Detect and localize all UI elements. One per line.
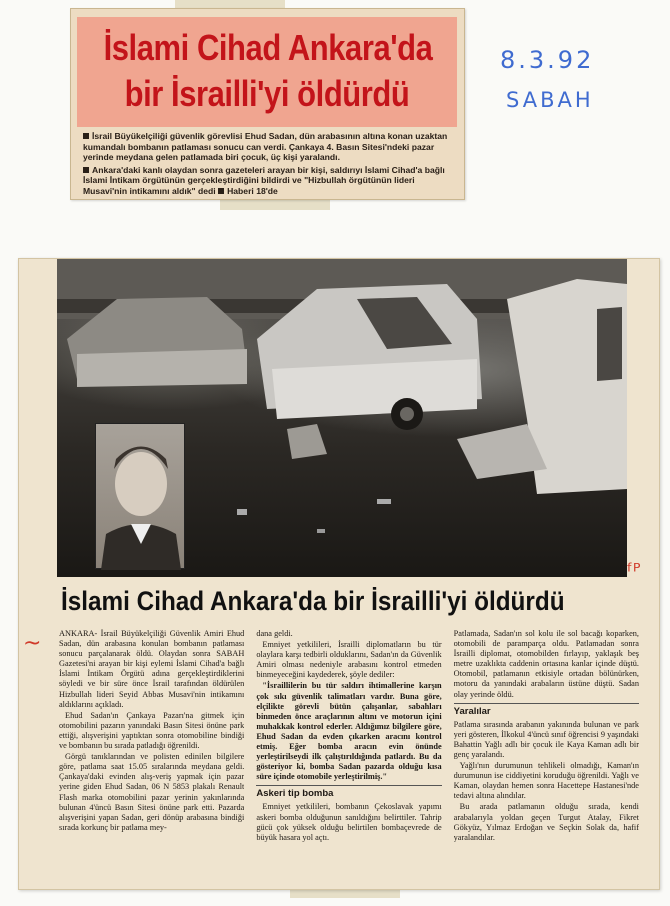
lead-paragraph [83,131,455,163]
lead-text-1: İsrail Büyükelçiliği güvenlik görevlisi Ehud Sadan, dün arabasının altına konan uzaktan kumandalı bombanın patlaması sonucu can verdi. Çankaya 4. Basın Sitesi'ndeki pazar yerinde meydana gelen patlamada biri çocuk, üç kişi yaralandı. [83,131,448,162]
paragraph: Emniyet yetkilileri, İsrailli diplomatların bu tür olaylara karşı tedbirli olduklarını, Sadan'ın da Güvenlik Amiri olması nedeniyle arabasını kontrol etmeden binmeyeceğini kaydederek, şöyle dediler: [256,640,442,680]
lead-paragraph [83,165,455,197]
lead-reference: Haberi 18'de [227,185,278,196]
bullet-square-icon [218,188,224,194]
top-clipping [70,8,465,200]
subheading-military-bomb: Askeri tip bomba [256,785,441,800]
bullet-square-icon [83,133,89,139]
top-lead [83,131,455,198]
bomb-scene-photo [57,259,627,577]
handwritten-date: 8.3.92 [500,46,595,74]
paragraph: Patlamada, Sadan'ın sol kolu ile sol bacağı koparken, otomobili de paramparça oldu. Patlamadan sonra İsrailli diplomat, otomobilden fırlayıp, yaklaşık beş metre uzaklıkta caddenin ortasına kanlar içinde düştü. Otomobil, patlamanın etkisiyle ortadan bölünürken, motoru da yanındaki arabaların üstüne düştü. Sadan olay yerinde öldü. [453,629,639,699]
article-column-1 [59,629,244,884]
top-headline-box [77,17,457,127]
bullet-square-icon [83,167,89,173]
paragraph: Bu arada patlamanın olduğu sırada, kendi arabalarıyla yoldan geçen Turgut Atalay, Fikret Gökyüz, Yılmaz Erdoğan ve Seçkin Solak da, hafif yaralandılar. [453,802,639,842]
subheading-injured: Yaralılar [454,703,639,718]
article-column-2 [256,629,441,884]
main-clipping [18,258,660,890]
paragraph: "İsraillilerin bu tür saldırı ihtimallerine karşın çok sıkı güvenlik talimatları vardır. Buna göre, elçilikte görevli bütün çalışanlar, sabahları binmeden önce araçlarının altını ve motorun içini muhakkak kontrol ederler. Aldığımız bilgilere göre, Ehud Sadan da evden çıkarken aracını kontrol etmiş. Eğer bomba aracın evin önünde yerleştirilseydi ilk çalıştırıldığında patlardı. Bu da gösteriyor ki, bomba Sadan pazarda olduğu kısa süre içinde otomobile yerleştirilmiş." [256,681,442,782]
paragraph: Görgü tanıklarından ve polisten edinilen bilgilere göre, patlama saat 15.05 sıralarında meydana geldi. Çankaya'daki evinden alış-veriş yapmak için pazar yerine giden Ehud Sadan, 06 N 5853 plakalı Renault Flash marka otomobilini pazar yerinin yakınlarında bulunan 4'üncü Basın Sitesi önüne park etti. Pazarda alışverişini yapan Sadan, geri dönüp arabasına bindiği sırada korkunç bir patlama mey- [59,752,245,832]
paragraph: Ehud Sadan'ın Çankaya Pazarı'na gitmek için otomobilini pazarın yanındaki Basın Sitesi önüne park ettiği, alışverişini yaptıktan sonra otomobiline bindiği ve bombanın bu sırada patladığı öğrenildi. [59,710,245,751]
main-headline: İslami Cihad Ankara'da bir İsrailli'yi öldürdü [61,586,565,616]
top-headline-line-2: bir İsrailli'yi öldürdü [124,73,410,114]
red-pen-mark: ᶠᴾ [627,559,641,583]
paragraph: dana geldi. [256,629,293,638]
paragraph: Patlama sırasında arabanın yakınında bulunan ve park yeri gösteren, İlkokul 4'üncü sınıf öğrencisi 9 yaşındaki Bahattin Yağlı adlı bir çocuk ile Kaya Kaman adlı bir genç yaralandı. [453,719,639,759]
article-column-3 [454,629,639,884]
article-columns [59,629,639,884]
handwritten-source: SABAH [506,88,594,112]
paragraph: ANKARA- İsrail Büyükelçiliği Güvenlik Amiri Ehud Sadan, dün arabasına konulan bombanın patlaması sonucu parçalanarak öldü. Olaydan sonra SABAH Gazetesi'ni arayan bir kişi eylemi İslami Cihad'a bağlı İslami İntikam Örgütü adına gerçekleştirdiklerini söyledi ve bir süre önce İsrail tarafından öldürülen Hizbullah lideri Seyid Abbas Musavi'nin intikamını aldıklarını açıkladı. [59,629,245,709]
top-headline-line-1: İslami Cihad Ankara'da [103,27,433,68]
lead-text-2: Ankara'daki kanlı olaydan sonra gazeteleri arayan bir kişi, saldırıyı İslami Cihad'a bağlı İslami İntikam örgütünün gerçekleştirdiğini bildirdi ve "Hizbullah örgütünün lideri Musavi'nin intikamını aldık" dedi [83,164,445,196]
portrait-silhouette [96,424,186,570]
red-pen-mark: ~ [23,631,42,656]
paragraph: Yağlı'nın durumunun tehlikeli olmadığı, Kaman'ın durumunun ise ciddiyetini koruduğu öğrenildi. Yağlı ve Kaman, olaydan hemen sonra Hacettepe Hastanesi'nde tedavi altına alındılar. [453,761,639,801]
paragraph: Emniyet yetkilileri, bombanın Çekoslavak yapımı askeri bomba olduğunun sanıldığını belirttiler. Tahrip gücü çok yüksek olduğu belirtilen bombaçevrede de büyük hasara yol açtı. [256,802,442,842]
victim-portrait-photo [95,423,185,569]
